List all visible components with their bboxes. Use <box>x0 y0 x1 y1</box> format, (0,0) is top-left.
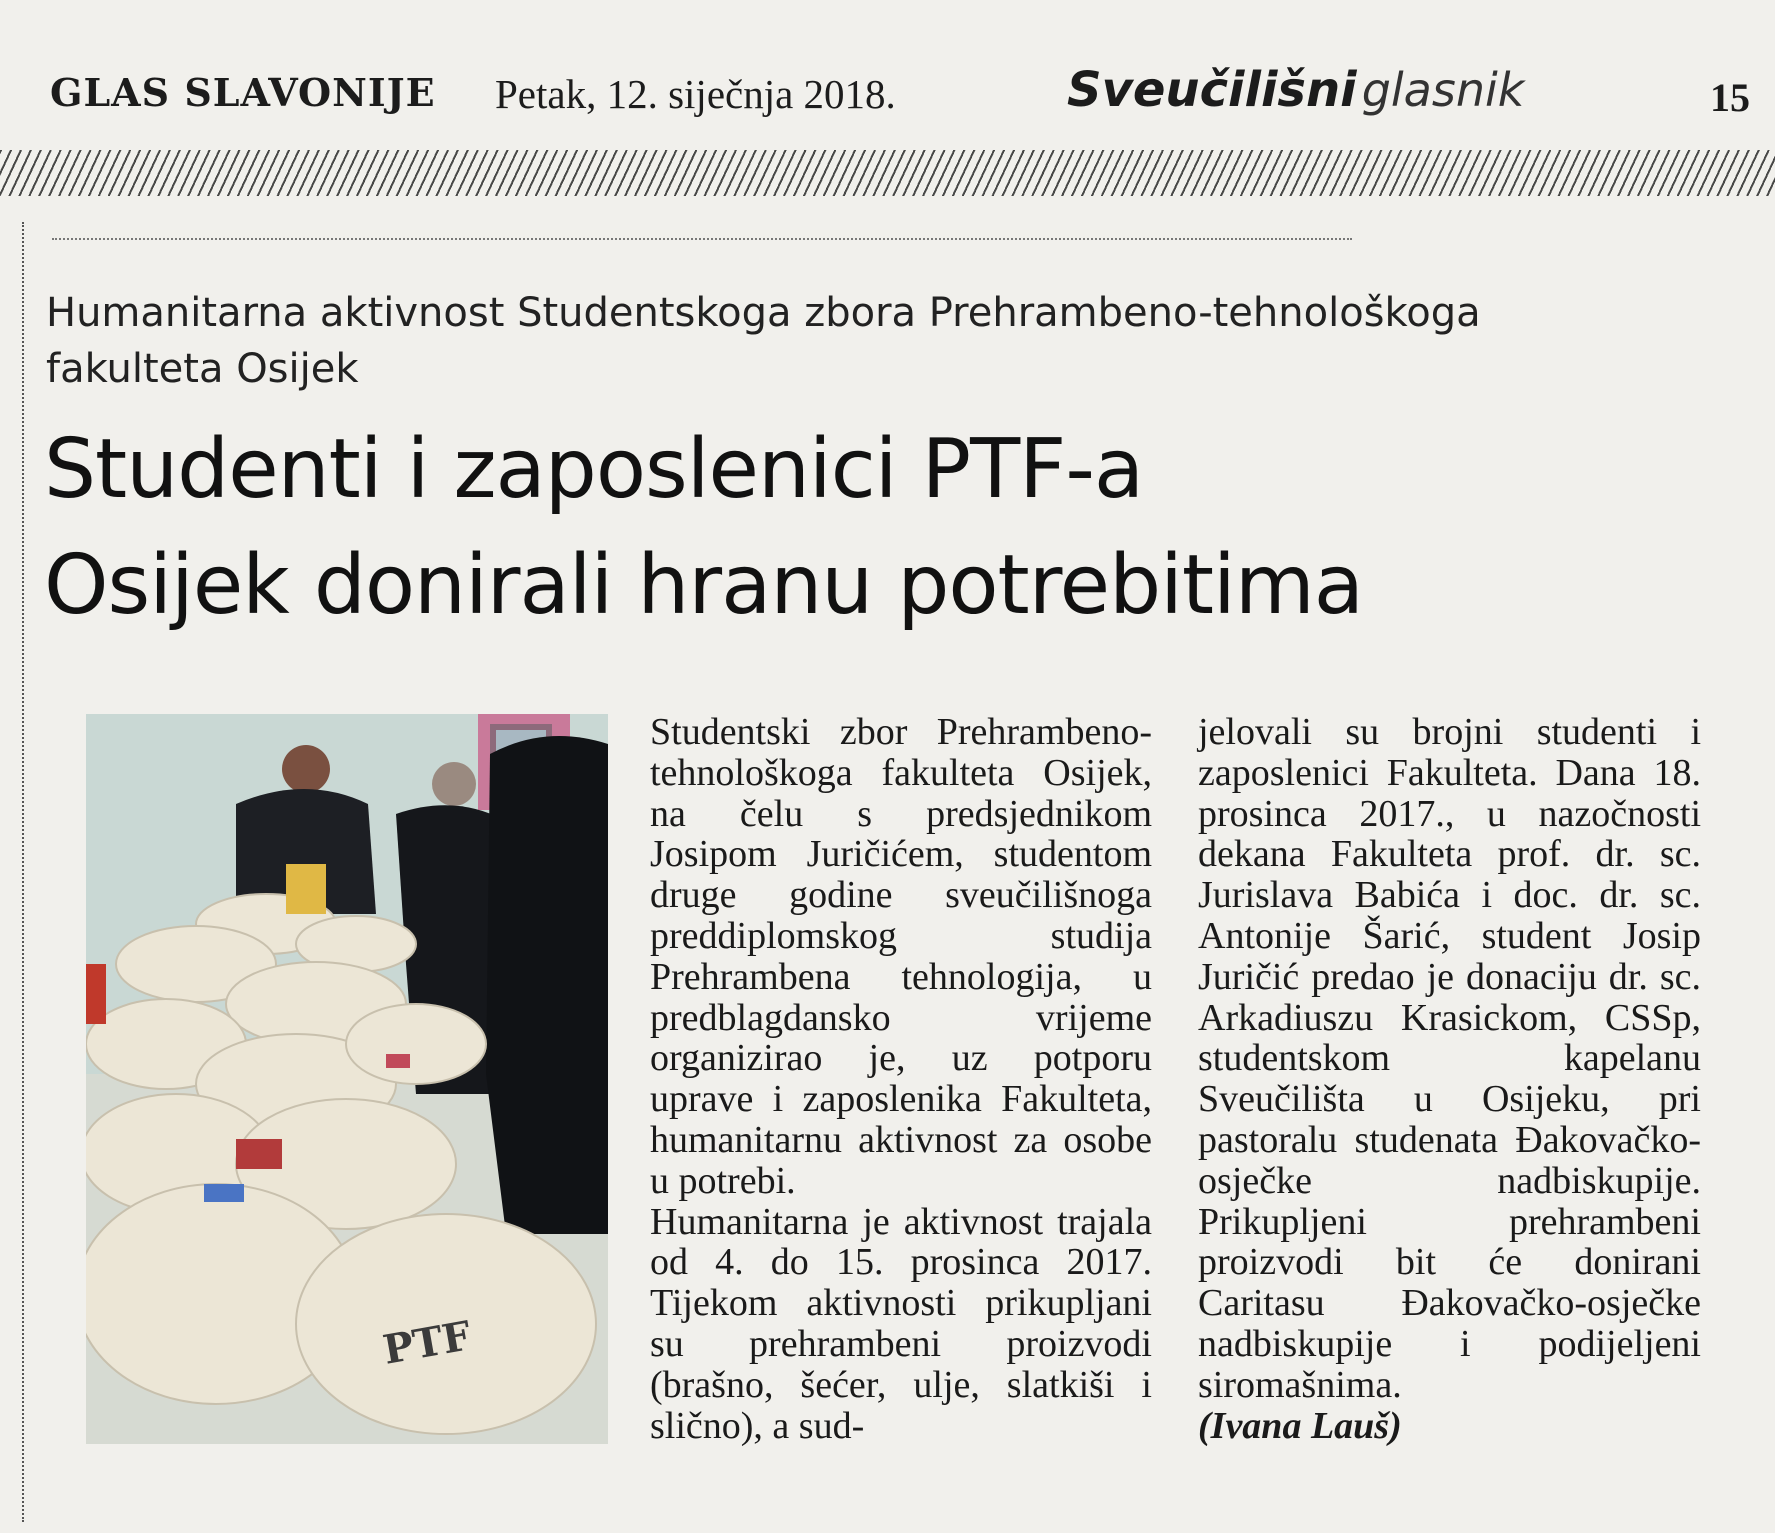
article-top-rule <box>52 238 1352 240</box>
page-header <box>50 62 1750 132</box>
hatched-divider <box>0 150 1775 196</box>
bag-print: PTF <box>379 1312 475 1374</box>
article-kicker: Humanitarna aktivnost Studentskoga zbora Prehrambeno-tehnološkoga fakulteta Osijek <box>46 290 1481 392</box>
newspaper-name: GLAS SLAVONIJE <box>50 70 436 115</box>
article-column-1 <box>650 712 1152 1446</box>
article-paragraph-1: Studentski zbor Prehrambeno-tehnološkoga fakulteta Osijek, na čelu s predsjednikom Josipom Juričićem, studentom druge godine sveučilišnoga preddiplomskog studija Prehrambena tehnologija, u predblagdansko vrijeme organizirao je, uz potporu uprave i zaposlenika Fakulteta, humanitarnu aktivnost za osobe u potrebi. <box>650 711 1152 1202</box>
supplement-title-light: glasnik <box>1361 63 1525 117</box>
article-photo <box>86 714 608 1444</box>
column-divider <box>22 222 24 1522</box>
headline-line-2: Osijek donirali hranu potrebitima <box>44 538 1363 633</box>
article-byline: (Ivana Lauš) <box>1198 1404 1402 1447</box>
article-paragraph-2b: jelovali su brojni studenti i zaposlenici Fakulteta. Dana 18. prosinca 2017., u nazočnosti dekana Fakulteta prof. dr. sc. Jurislava Babića i doc. dr. sc. Antonije Šarić, student Josip Juričić predao je donaciju dr. sc. Arkadiuszu Krasickom, CSSp, studentskom kapelanu Sveučilišta u Osijeku, pri pastoralu studenata Đakovačko-osječke nadbiskupije. Prikupljeni prehrambeni proizvodi bit će donirani Caritasu Đakovačko-osječke nadbiskupije i podijeljeni siromašnima. <box>1198 711 1701 1406</box>
article-headline <box>44 412 1744 644</box>
supplement-title-bold: Sveučilišni <box>1067 62 1357 118</box>
supplement-title <box>1067 62 1524 118</box>
page-number: 15 <box>1710 75 1750 120</box>
photo-illustration <box>86 714 608 1444</box>
article-column-2 <box>1198 712 1701 1446</box>
article-paragraph-2a: Humanitarna je aktivnost trajala od 4. do 15. prosinca 2017. Tijekom aktivnosti prikupljani su prehrambeni proizvodi (brašno, šećer, ulje, slatkiši i slično), a sud- <box>650 1200 1152 1447</box>
issue-date: Petak, 12. siječnja 2018. <box>495 71 896 117</box>
headline-line-1: Studenti i zaposlenici PTF-a <box>44 422 1144 517</box>
